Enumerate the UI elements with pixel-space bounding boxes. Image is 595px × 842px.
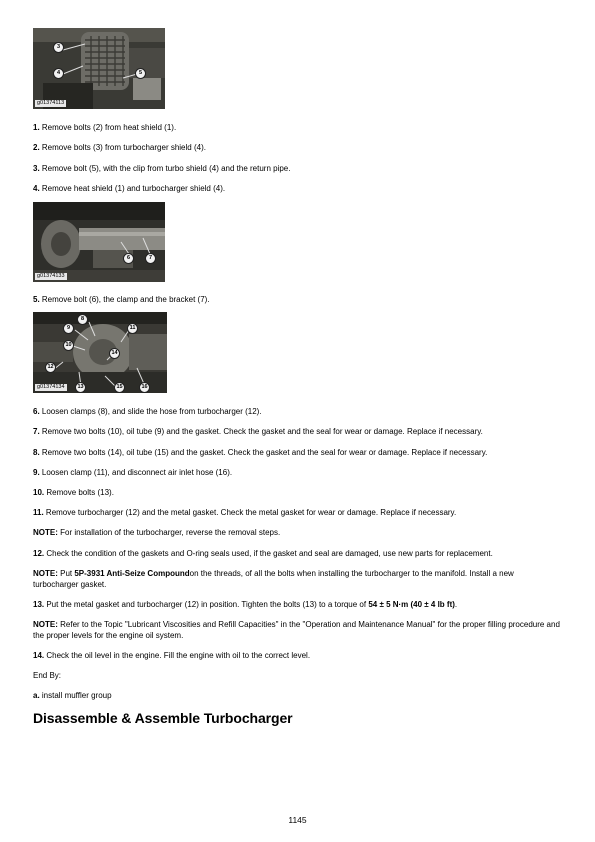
- step-9: [33, 467, 561, 478]
- step-11: [33, 507, 561, 518]
- step-text: Loosen clamps (8), and slide the hose from turbocharger (12).: [39, 407, 262, 416]
- step-number: 10.: [33, 488, 45, 497]
- note-installation: [33, 527, 561, 538]
- callout-9: 9: [63, 323, 74, 334]
- callout-16: 16: [139, 382, 150, 393]
- end-by-letter: a.: [33, 691, 40, 700]
- callout-14: 14: [109, 348, 120, 359]
- note-text: on the threads, of all the bolts when installing the turbocharger to the manifold. Install a new turbocharger gasket.: [33, 569, 514, 589]
- callout-4: 4: [53, 68, 64, 79]
- callout-5: 5: [135, 68, 146, 79]
- step-text: Remove bolt (5), with the clip from turbo shield (4) and the return pipe.: [39, 164, 291, 173]
- step-text: Remove turbocharger (12) and the metal gasket. Check the metal gasket for wear or damage. Replace if necessary.: [43, 508, 457, 517]
- step-3: [33, 163, 561, 174]
- callout-8: 8: [77, 314, 88, 325]
- step-8: [33, 447, 561, 458]
- step-text: Remove two bolts (14), oil tube (15) and the gasket. Check the gasket and the seal for wear or damage. Replace if necessary.: [39, 448, 488, 457]
- bracket-illustration: [33, 202, 165, 282]
- end-by-item: [33, 690, 561, 701]
- figure-id-label: g01374113: [37, 100, 65, 106]
- note-anti-seize: [33, 568, 561, 590]
- end-by-label: End By:: [33, 671, 62, 680]
- step-text: Remove heat shield (1) and turbocharger shield (4).: [39, 184, 226, 193]
- step-14: [33, 650, 561, 661]
- note-text: Put: [57, 569, 75, 578]
- part-number: 5P-3931 Anti-Seize Compound: [74, 569, 190, 578]
- step-text: Put the metal gasket and turbocharger (12) in position. Tighten the bolts (13) to a torque of: [44, 600, 369, 609]
- callout-10: 10: [63, 340, 74, 351]
- section-heading: Disassemble & Assemble Turbocharger: [33, 710, 293, 726]
- end-by-text: install muffler group: [39, 691, 112, 700]
- step-5: [33, 294, 561, 305]
- heat-shield-illustration: [33, 28, 165, 109]
- note-label: NOTE:: [33, 569, 58, 578]
- note-text: For installation of the turbocharger, reverse the removal steps.: [57, 528, 281, 537]
- callout-3: 3: [53, 42, 64, 53]
- note-lubricant: [33, 619, 561, 641]
- step-number: 1.: [33, 123, 40, 132]
- step-2: [33, 142, 561, 153]
- step-number: 11.: [33, 508, 44, 517]
- callout-11: 11: [127, 323, 138, 334]
- step-number: 2.: [33, 143, 40, 152]
- callout-12: 12: [45, 362, 56, 373]
- step-number: 12.: [33, 549, 45, 558]
- step-text: Remove bolts (3) from turbocharger shield (4).: [39, 143, 206, 152]
- note-label: NOTE:: [33, 620, 58, 629]
- callout-6: 6: [123, 253, 134, 264]
- step-text: Check the oil level in the engine. Fill the engine with oil to the correct level.: [44, 651, 311, 660]
- page-number: 1145: [288, 815, 307, 825]
- step-number: 5.: [33, 295, 40, 304]
- step-12: [33, 548, 561, 559]
- step-number: 13.: [33, 600, 45, 609]
- step-text: Remove two bolts (10), oil tube (9) and the gasket. Check the gasket and the seal for wear or damage. Replace if necessary.: [39, 427, 483, 436]
- step-text: Loosen clamp (11), and disconnect air inlet hose (16).: [39, 468, 233, 477]
- torque-value: 54 ± 5 N·m (40 ± 4 lb ft): [368, 600, 455, 609]
- step-number: 8.: [33, 448, 40, 457]
- step-number: 3.: [33, 164, 40, 173]
- figure-id-label: g01374134: [37, 384, 65, 390]
- step-6: [33, 406, 561, 417]
- callout-7: 7: [145, 253, 156, 264]
- figure-heat-shield-photo: [33, 28, 165, 109]
- figure-id-label: g01374133: [37, 273, 65, 279]
- callout-15: 15: [114, 382, 125, 393]
- callout-13: 13: [75, 382, 86, 393]
- note-label: NOTE:: [33, 528, 58, 537]
- step-text: Remove bolts (13).: [44, 488, 114, 497]
- step-1: [33, 122, 561, 133]
- step-number: 4.: [33, 184, 40, 193]
- turbocharger-illustration: [33, 312, 167, 393]
- step-10: [33, 487, 561, 498]
- step-7: [33, 426, 561, 437]
- figure-bracket-photo: [33, 202, 165, 282]
- step-number: 7.: [33, 427, 40, 436]
- step-text: Check the condition of the gaskets and O-ring seals used, if the gasket and seal are damaged, use new parts for replacement.: [44, 549, 493, 558]
- note-text: Refer to the Topic "Lubricant Viscosities and Refill Capacities" in the "Operation and Maintenance Manual" for the proper filling procedure and the proper levels for the engine oil system.: [33, 620, 560, 640]
- step-number: 9.: [33, 468, 40, 477]
- step-number: 6.: [33, 407, 40, 416]
- step-number: 14.: [33, 651, 45, 660]
- step-text: Remove bolt (6), the clamp and the bracket (7).: [39, 295, 210, 304]
- step-text: Remove bolts (2) from heat shield (1).: [39, 123, 177, 132]
- step-13: [33, 599, 561, 610]
- step-4: [33, 183, 561, 194]
- figure-turbocharger-photo: [33, 312, 167, 393]
- step-text-end: .: [454, 600, 458, 609]
